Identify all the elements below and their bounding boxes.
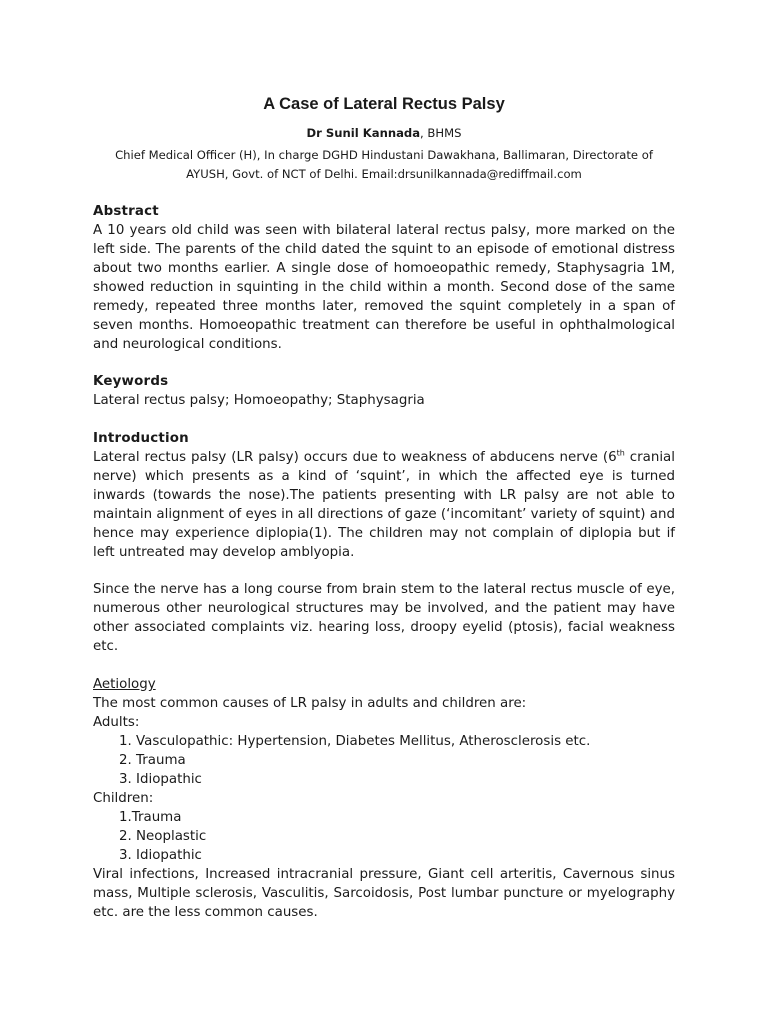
author-affiliation: Chief Medical Officer (H), In charge DGHD Hindustani Dawakhana, Ballimaran, Directorate of AYUSH, Govt. of NCT of Delhi. Email:drsunilkannada@rediffmail.com	[115, 148, 653, 181]
author-line	[0, 126, 768, 140]
adults-item: 1. Vasculopathic: Hypertension, Diabetes Mellitus, Atherosclerosis etc.	[119, 734, 591, 749]
children-item: 2. Neoplastic	[119, 829, 207, 844]
keywords-section	[93, 372, 675, 410]
adults-label: Adults:	[93, 715, 140, 730]
introduction-section	[93, 429, 675, 562]
introduction-paragraph-1	[93, 448, 675, 562]
intro-p1-text-a: Lateral rectus palsy (LR palsy) occurs due to weakness of abducens nerve (6	[93, 450, 617, 465]
introduction-heading: Introduction	[93, 431, 189, 446]
adults-item: 3. Idiopathic	[119, 772, 202, 787]
abstract-heading: Abstract	[93, 204, 159, 219]
aetiology-intro: The most common causes of LR palsy in adults and children are:	[93, 696, 527, 711]
aetiology-section	[93, 675, 675, 922]
intro-p1-superscript: th	[616, 448, 625, 458]
abstract-section	[93, 202, 675, 354]
aetiology-heading: Aetiology	[93, 677, 156, 692]
adults-item: 2. Trauma	[119, 753, 186, 768]
children-item: 3. Idiopathic	[119, 848, 202, 863]
children-item: 1.Trauma	[119, 810, 182, 825]
less-common-causes: Viral infections, Increased intracranial pressure, Giant cell arteritis, Cavernous sinus mass, Multiple sclerosis, Vasculitis, Sarcoidosis, Post lumbar puncture or myelography etc. are the less common causes.	[93, 867, 675, 920]
keywords-text: Lateral rectus palsy; Homoeopathy; Staphysagria	[93, 393, 425, 408]
children-label: Children:	[93, 791, 154, 806]
keywords-heading: Keywords	[93, 374, 169, 389]
author-degree: , BHMS	[420, 126, 462, 140]
author-name: Dr Sunil Kannada	[306, 126, 421, 140]
abstract-text: A 10 years old child was seen with bilateral lateral rectus palsy, more marked on the left side. The parents of the child dated the squint to an episode of emotional distress about two months earlier. A single dose of homoeopathic remedy, Staphysagria 1M, showed reduction in squinting in the child within a month. Second dose of the same remedy, repeated three months later, removed the squint completely in a span of seven months. Homoeopathic treatment can therefore be useful in ophthalmological and neurological conditions.	[93, 223, 675, 352]
intro-p1-text-b: cranial nerve) which presents as a kind of ‘squint’, in which the affected eye is turned inwards (towards the nose).The patients presenting with LR palsy are not able to maintain alignment of eyes in all directions of gaze (‘incomitant’ variety of squint) and hence may experience diplopia(1). The children may not complain of diplopia but if left untreated may develop amblyopia.	[93, 450, 675, 560]
paper-title: A Case of Lateral Rectus Palsy	[263, 95, 505, 113]
introduction-paragraph-2: Since the nerve has a long course from brain stem to the lateral rectus muscle of eye, numerous other neurological structures may be involved, and the patient may have other associated complaints viz. hearing loss, droopy eyelid (ptosis), facial weakness etc.	[93, 582, 675, 654]
